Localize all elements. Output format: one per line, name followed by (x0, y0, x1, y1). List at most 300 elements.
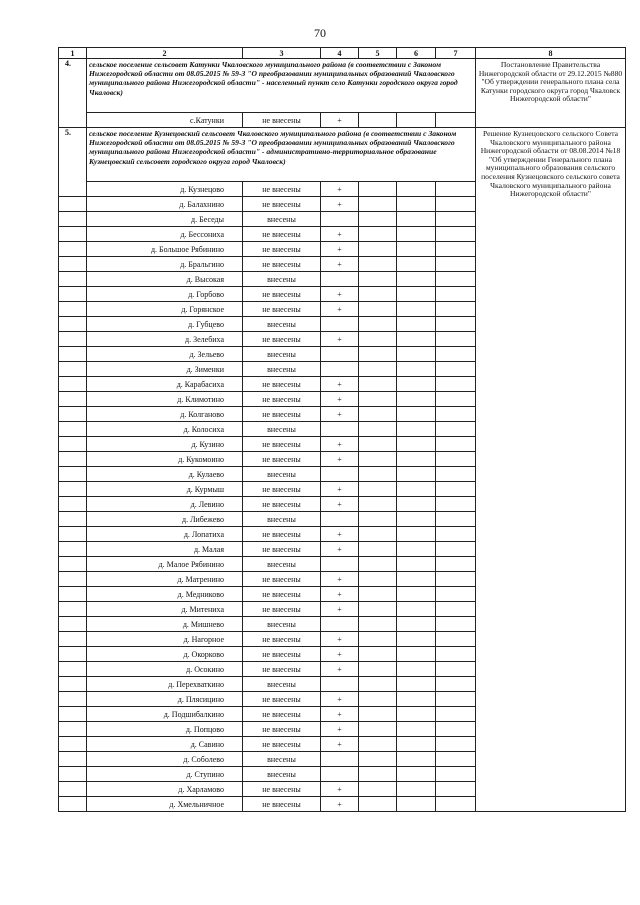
empty-cell (436, 212, 476, 227)
settlement-name: с.Катунки (87, 113, 243, 128)
status-cell: не внесены (243, 572, 321, 587)
empty-cell (436, 647, 476, 662)
settlement-name: д. Малая (87, 542, 243, 557)
empty-cell (59, 482, 87, 497)
empty-cell (397, 722, 436, 737)
settlement-name: д. Матренино (87, 572, 243, 587)
settlement-name: д. Горбово (87, 287, 243, 302)
empty-cell (59, 452, 87, 467)
column-header: 5 (359, 48, 397, 59)
settlement-name: д. Высокая (87, 272, 243, 287)
settlement-name: д. Большое Рябинино (87, 242, 243, 257)
empty-cell (397, 617, 436, 632)
settlement-name: д. Кузнецово (87, 182, 243, 197)
empty-cell (59, 227, 87, 242)
status-cell: внесены (243, 752, 321, 767)
empty-cell (359, 287, 397, 302)
mark-cell: + (321, 332, 359, 347)
mark-cell: + (321, 113, 359, 128)
mark-cell: + (321, 437, 359, 452)
empty-cell (436, 317, 476, 332)
register-table (58, 47, 626, 812)
empty-cell (436, 272, 476, 287)
empty-cell (397, 797, 436, 812)
empty-cell (397, 482, 436, 497)
settlement-name: д. Карабасиха (87, 377, 243, 392)
column-header: 7 (436, 48, 476, 59)
empty-cell (436, 722, 476, 737)
empty-cell (59, 797, 87, 812)
empty-cell (436, 407, 476, 422)
empty-cell (59, 632, 87, 647)
column-header: 8 (476, 48, 626, 59)
empty-cell (59, 527, 87, 542)
settlement-name: д. Перехваткино (87, 677, 243, 692)
empty-cell (397, 497, 436, 512)
empty-cell (59, 362, 87, 377)
empty-cell (397, 212, 436, 227)
empty-cell (397, 782, 436, 797)
empty-cell (359, 467, 397, 482)
mark-cell (321, 467, 359, 482)
empty-cell (397, 227, 436, 242)
empty-cell (359, 347, 397, 362)
empty-cell (359, 437, 397, 452)
status-cell: внесены (243, 512, 321, 527)
settlement-name: д. Хмельничное (87, 797, 243, 812)
status-cell: не внесены (243, 242, 321, 257)
status-cell: не внесены (243, 287, 321, 302)
settlement-name: д. Кукомоино (87, 452, 243, 467)
empty-cell (359, 572, 397, 587)
empty-cell (436, 242, 476, 257)
empty-cell (397, 182, 436, 197)
empty-cell (359, 482, 397, 497)
status-cell: не внесены (243, 452, 321, 467)
page-number: 70 (314, 26, 326, 40)
status-cell: не внесены (243, 257, 321, 272)
empty-cell (59, 272, 87, 287)
settlement-name: д. Курмыш (87, 482, 243, 497)
empty-cell (59, 767, 87, 782)
empty-cell (436, 332, 476, 347)
empty-cell (59, 707, 87, 722)
settlement-name: д. Харламово (87, 782, 243, 797)
empty-cell (359, 797, 397, 812)
empty-cell (436, 512, 476, 527)
mark-cell (321, 362, 359, 377)
empty-cell (359, 557, 397, 572)
empty-cell (397, 377, 436, 392)
mark-cell (321, 677, 359, 692)
mark-cell: + (321, 377, 359, 392)
section-title: сельское поселение сельсовет Катунки Чкаловского муниципального района (в соответствии с Законом Нижегородской области от 08.05.2015 № 59-З "О преобразовании муниципальных образований Чкаловского муниципального района Нижегородской области" - населенный пункт село Катунки городского округа город Чкаловск) (87, 59, 476, 113)
status-cell: не внесены (243, 302, 321, 317)
empty-cell (59, 317, 87, 332)
empty-cell (359, 767, 397, 782)
settlement-name: д. Окорково (87, 647, 243, 662)
mark-cell: + (321, 452, 359, 467)
settlement-name: д. Горянское (87, 302, 243, 317)
empty-cell (359, 272, 397, 287)
empty-cell (436, 587, 476, 602)
empty-cell (436, 542, 476, 557)
empty-cell (436, 287, 476, 302)
mark-cell: + (321, 602, 359, 617)
empty-cell (59, 722, 87, 737)
mark-cell (321, 317, 359, 332)
empty-cell (59, 752, 87, 767)
settlement-name: д. Мишнево (87, 617, 243, 632)
empty-cell (359, 197, 397, 212)
empty-cell (359, 257, 397, 272)
empty-cell (436, 113, 476, 128)
empty-cell (397, 302, 436, 317)
empty-cell (397, 257, 436, 272)
empty-cell (59, 347, 87, 362)
mark-cell: + (321, 392, 359, 407)
status-cell: внесены (243, 317, 321, 332)
status-cell: внесены (243, 557, 321, 572)
empty-cell (59, 302, 87, 317)
mark-cell (321, 272, 359, 287)
empty-cell (397, 737, 436, 752)
mark-cell: + (321, 227, 359, 242)
header-row (59, 48, 626, 59)
mark-cell: + (321, 497, 359, 512)
settlement-name: д. Зелебиха (87, 332, 243, 347)
empty-cell (359, 647, 397, 662)
section-title-row (59, 59, 626, 113)
empty-cell (359, 752, 397, 767)
empty-cell (436, 302, 476, 317)
empty-cell (436, 347, 476, 362)
section-document: Решение Кузнецовского сельского Совета Чкаловского муниципального района Нижегородской области от 08.08.2014 №18 "Об утверждении Генерального плана муниципального образования сельского поселения Кузнецовского сельского совета Чкаловского муниципального района Нижегородской области" (476, 128, 626, 812)
settlement-name: д. Нагорное (87, 632, 243, 647)
empty-cell (436, 422, 476, 437)
settlement-name: д. Зименки (87, 362, 243, 377)
empty-cell (59, 257, 87, 272)
empty-cell (436, 362, 476, 377)
empty-cell (59, 332, 87, 347)
status-cell: не внесены (243, 197, 321, 212)
empty-cell (59, 572, 87, 587)
mark-cell: + (321, 662, 359, 677)
empty-cell (359, 377, 397, 392)
status-cell: не внесены (243, 182, 321, 197)
settlement-name: д. Малое Рябинино (87, 557, 243, 572)
settlement-name: д. Кулаево (87, 467, 243, 482)
section-number: 5. (59, 128, 87, 197)
status-cell: внесены (243, 362, 321, 377)
empty-cell (397, 392, 436, 407)
empty-cell (59, 647, 87, 662)
status-cell: не внесены (243, 332, 321, 347)
mark-cell (321, 212, 359, 227)
status-cell: не внесены (243, 707, 321, 722)
empty-cell (359, 242, 397, 257)
empty-cell (397, 287, 436, 302)
empty-cell (359, 113, 397, 128)
settlement-name: д. Кузино (87, 437, 243, 452)
status-cell: не внесены (243, 407, 321, 422)
column-header: 1 (59, 48, 87, 59)
mark-cell: + (321, 482, 359, 497)
settlement-name: д. Осокино (87, 662, 243, 677)
empty-cell (436, 632, 476, 647)
empty-cell (436, 377, 476, 392)
column-header: 3 (243, 48, 321, 59)
empty-cell (359, 737, 397, 752)
empty-cell (59, 782, 87, 797)
empty-cell (59, 242, 87, 257)
status-cell: не внесены (243, 392, 321, 407)
empty-cell (59, 422, 87, 437)
section-document: Постановление Правительства Нижегородской области от 29.12.2015 №880 "Об утверждении генерального плана села Катунки городского округа город Чкаловск Нижегородской области" (476, 59, 626, 128)
empty-cell (397, 317, 436, 332)
empty-cell (59, 437, 87, 452)
mark-cell: + (321, 527, 359, 542)
empty-cell (397, 332, 436, 347)
status-cell: не внесены (243, 662, 321, 677)
empty-cell (359, 317, 397, 332)
empty-cell (436, 527, 476, 542)
status-cell: не внесены (243, 782, 321, 797)
empty-cell (59, 392, 87, 407)
empty-cell (397, 422, 436, 437)
mark-cell: + (321, 182, 359, 197)
empty-cell (397, 707, 436, 722)
mark-cell (321, 752, 359, 767)
status-cell: не внесены (243, 377, 321, 392)
mark-cell: + (321, 782, 359, 797)
settlement-name: д. Митениха (87, 602, 243, 617)
status-cell: не внесены (243, 647, 321, 662)
empty-cell (359, 452, 397, 467)
empty-cell (359, 617, 397, 632)
empty-cell (359, 332, 397, 347)
empty-cell (359, 362, 397, 377)
status-cell: не внесены (243, 113, 321, 128)
mark-cell: + (321, 587, 359, 602)
mark-cell (321, 512, 359, 527)
status-cell: не внесены (243, 602, 321, 617)
empty-cell (436, 617, 476, 632)
mark-cell: + (321, 197, 359, 212)
empty-cell (397, 767, 436, 782)
mark-cell: + (321, 737, 359, 752)
empty-cell (359, 512, 397, 527)
status-cell: не внесены (243, 497, 321, 512)
empty-cell (59, 497, 87, 512)
status-cell: не внесены (243, 587, 321, 602)
empty-cell (359, 602, 397, 617)
empty-cell (397, 407, 436, 422)
empty-cell (397, 662, 436, 677)
empty-cell (359, 677, 397, 692)
status-cell: не внесены (243, 527, 321, 542)
empty-cell (59, 197, 87, 212)
empty-cell (436, 452, 476, 467)
empty-cell (397, 467, 436, 482)
empty-cell (436, 767, 476, 782)
empty-cell (397, 272, 436, 287)
empty-cell (397, 437, 436, 452)
empty-cell (397, 647, 436, 662)
empty-cell (359, 722, 397, 737)
empty-cell (397, 602, 436, 617)
empty-cell (436, 782, 476, 797)
mark-cell: + (321, 722, 359, 737)
status-cell: не внесены (243, 437, 321, 452)
mark-cell (321, 617, 359, 632)
empty-cell (436, 467, 476, 482)
mark-cell (321, 767, 359, 782)
empty-cell (59, 587, 87, 602)
section-number: 4. (59, 59, 87, 128)
empty-cell (59, 692, 87, 707)
empty-cell (397, 113, 436, 128)
empty-cell (359, 707, 397, 722)
empty-cell (359, 302, 397, 317)
empty-cell (436, 392, 476, 407)
mark-cell: + (321, 542, 359, 557)
empty-cell (397, 692, 436, 707)
empty-cell (436, 227, 476, 242)
empty-cell (436, 662, 476, 677)
mark-cell: + (321, 572, 359, 587)
status-cell: не внесены (243, 542, 321, 557)
empty-cell (436, 197, 476, 212)
empty-cell (359, 407, 397, 422)
empty-cell (359, 542, 397, 557)
mark-cell: + (321, 632, 359, 647)
settlement-name: д. Беседы (87, 212, 243, 227)
mark-cell (321, 347, 359, 362)
section-title-row (59, 128, 626, 182)
settlement-name: д. Бессониха (87, 227, 243, 242)
settlement-name: д. Балахнино (87, 197, 243, 212)
empty-cell (59, 377, 87, 392)
empty-cell (59, 602, 87, 617)
empty-cell (436, 497, 476, 512)
status-cell: внесены (243, 767, 321, 782)
empty-cell (397, 542, 436, 557)
settlement-name: д. Зельево (87, 347, 243, 362)
status-cell: внесены (243, 467, 321, 482)
empty-cell (59, 617, 87, 632)
empty-cell (359, 662, 397, 677)
empty-cell (436, 182, 476, 197)
empty-cell (59, 662, 87, 677)
empty-cell (359, 392, 397, 407)
empty-cell (397, 452, 436, 467)
status-cell: не внесены (243, 482, 321, 497)
section-title: сельское поселение Кузнецовский сельсовет Чкаловского муниципального района (в соответствии с Законом Нижегородской области от 08.05.2015 № 59-З "О преобразовании муниципальных образований Чкаловского муниципального района Нижегородской области" - административно-территориальное образование Кузнецовский сельсовет городского округа город Чкаловск) (87, 128, 476, 182)
empty-cell (397, 587, 436, 602)
empty-cell (436, 752, 476, 767)
empty-cell (359, 527, 397, 542)
settlement-name: д. Подшибалкино (87, 707, 243, 722)
settlement-name: д. Левино (87, 497, 243, 512)
settlement-name: д. Бральгино (87, 257, 243, 272)
settlement-name: д. Соболево (87, 752, 243, 767)
empty-cell (397, 197, 436, 212)
empty-cell (359, 782, 397, 797)
empty-cell (397, 572, 436, 587)
status-cell: внесены (243, 272, 321, 287)
empty-cell (397, 362, 436, 377)
empty-cell (397, 512, 436, 527)
settlement-name: д. Ступино (87, 767, 243, 782)
settlement-name: д. Колганово (87, 407, 243, 422)
empty-cell (59, 557, 87, 572)
status-cell: не внесены (243, 737, 321, 752)
status-cell: внесены (243, 677, 321, 692)
empty-cell (436, 482, 476, 497)
empty-cell (397, 677, 436, 692)
mark-cell: + (321, 707, 359, 722)
mark-cell: + (321, 302, 359, 317)
status-cell: не внесены (243, 227, 321, 242)
empty-cell (359, 212, 397, 227)
status-cell: не внесены (243, 722, 321, 737)
status-cell: внесены (243, 617, 321, 632)
empty-cell (59, 212, 87, 227)
empty-cell (436, 602, 476, 617)
empty-cell (436, 677, 476, 692)
mark-cell (321, 422, 359, 437)
empty-cell (59, 407, 87, 422)
settlement-name: д. Савино (87, 737, 243, 752)
status-cell: внесены (243, 347, 321, 362)
empty-cell (397, 242, 436, 257)
settlement-name: д. Плясицино (87, 692, 243, 707)
empty-cell (59, 467, 87, 482)
empty-cell (397, 557, 436, 572)
status-cell: не внесены (243, 797, 321, 812)
column-header: 4 (321, 48, 359, 59)
empty-cell (59, 542, 87, 557)
empty-cell (436, 572, 476, 587)
empty-cell (436, 557, 476, 572)
status-cell: внесены (243, 212, 321, 227)
status-cell: не внесены (243, 692, 321, 707)
empty-cell (397, 632, 436, 647)
column-header: 6 (397, 48, 436, 59)
empty-cell (359, 497, 397, 512)
column-header: 2 (87, 48, 243, 59)
empty-cell (397, 752, 436, 767)
empty-cell (59, 287, 87, 302)
empty-cell (59, 677, 87, 692)
empty-cell (436, 257, 476, 272)
empty-cell (359, 227, 397, 242)
empty-cell (359, 182, 397, 197)
status-cell: не внесены (243, 632, 321, 647)
settlement-name: д. Лопатиха (87, 527, 243, 542)
mark-cell: + (321, 647, 359, 662)
settlement-name: д. Попцово (87, 722, 243, 737)
empty-cell (397, 527, 436, 542)
mark-cell: + (321, 797, 359, 812)
mark-cell: + (321, 242, 359, 257)
mark-cell: + (321, 692, 359, 707)
empty-cell (436, 797, 476, 812)
empty-cell (397, 347, 436, 362)
empty-cell (436, 437, 476, 452)
empty-cell (359, 587, 397, 602)
